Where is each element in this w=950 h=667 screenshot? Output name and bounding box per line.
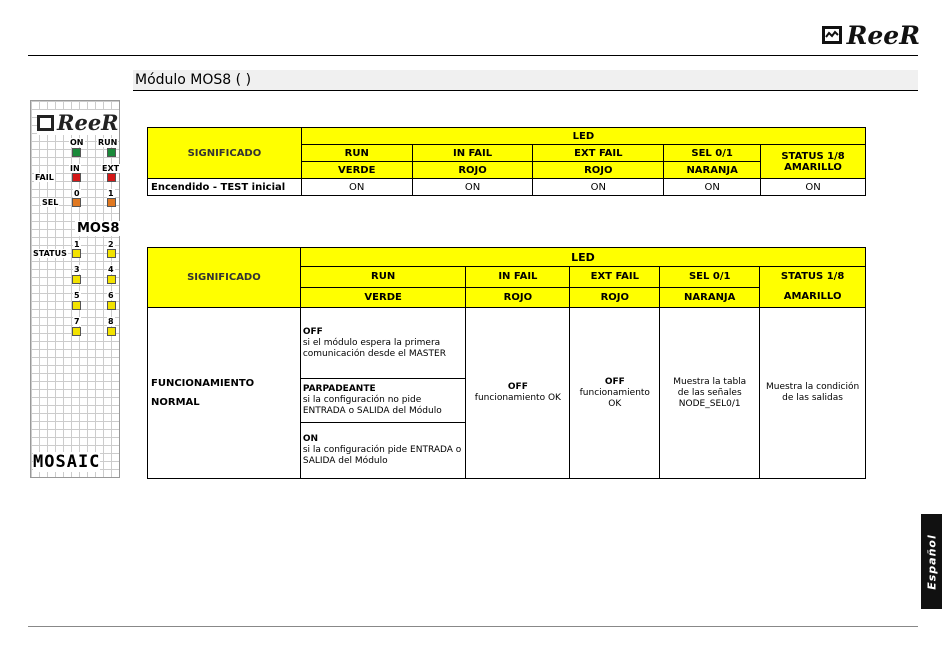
label-status-3: 3 [74,265,80,274]
cell-status: ON [761,179,866,196]
ext-fail-desc: funcionamiento OK [579,387,650,409]
significado-header: SIGNIFICADO [148,128,302,179]
label-status-8: 8 [108,317,114,326]
label-sel0: 0 [74,189,80,198]
module-model: MOS8 [77,221,120,236]
in-fail-desc: funcionamiento OK [474,393,561,403]
led-run [107,148,116,157]
cell-run: ON [301,179,412,196]
module-logo-icon [37,115,54,131]
language-tab-label: Español [925,533,938,590]
led-status-3 [72,275,81,284]
label-status-2: 2 [108,240,114,249]
col-sel: SEL 0/1 [660,267,760,288]
led-sel0 [72,198,81,207]
label-run: RUN [98,138,118,147]
color-ext-fail: ROJO [570,287,660,308]
row-label-line-1: FUNCIONAMIENTO [151,378,255,389]
cell-ext-fail [570,308,660,479]
label-status-6: 6 [108,291,114,300]
label-status: STATUS [33,249,67,258]
col-ext-fail: EXT FAIL [570,267,660,288]
row-label-line-2: NORMAL [151,397,200,408]
language-tab [921,514,942,609]
led-table-normal [147,247,866,479]
color-in-fail: ROJO [466,287,570,308]
col-run: RUN [301,145,412,162]
led-status-8 [107,327,116,336]
led-status-2 [107,249,116,258]
footer-rule [28,626,918,627]
color-run: VERDE [300,287,466,308]
cell-sel: ON [664,179,761,196]
brand-name: ReeR [846,20,920,50]
col-in-fail: IN FAIL [412,145,533,162]
label-status-7: 7 [74,317,80,326]
brand-icon [822,26,842,44]
run-state-off-desc: si el módulo espera la primera comunicación desde el MASTER [302,337,446,359]
run-state-blink-desc: si la configuración no pide ENTRADA o SALIDA del Módulo [302,395,442,416]
run-state-on [300,423,466,479]
col-status-color: AMARILLO [784,161,842,173]
color-run: VERDE [301,162,412,179]
module-logo-text: ReeR [57,110,119,135]
module-footer-logo: MOSAIC [33,452,101,472]
label-ext: EXT [102,164,120,173]
module-diagram [30,100,120,478]
run-state-blink-label: PARPADEANTE [302,384,376,394]
run-state-off-label: OFF [302,326,323,337]
col-status-color: AMARILLO [783,291,842,302]
run-state-blink [300,379,466,423]
col-ext-fail: EXT FAIL [533,145,664,162]
col-status [761,145,866,179]
run-state-off [300,308,466,379]
col-status [760,267,866,308]
led-ext-fail [107,173,116,182]
label-on: ON [70,138,84,147]
color-in-fail: ROJO [412,162,533,179]
col-sel: SEL 0/1 [664,145,761,162]
label-in: IN [70,164,80,173]
significado-header: SIGNIFICADO [148,248,301,308]
led-status-4 [107,275,116,284]
cell-in-fail: ON [412,179,533,196]
cell-status: Muestra la condición de las salidas [760,308,866,479]
led-header: LED [301,128,865,145]
col-run: RUN [300,267,466,288]
row-label [148,308,301,479]
ext-fail-state: OFF [604,376,625,387]
led-header: LED [300,248,865,267]
label-status-5: 5 [74,291,80,300]
run-state-on-label: ON [302,434,318,444]
label-sel: SEL [42,198,59,207]
col-in-fail: IN FAIL [466,267,570,288]
color-sel: NARANJA [660,287,760,308]
led-status-7 [72,327,81,336]
cell-in-fail [466,308,570,479]
led-status-6 [107,301,116,310]
label-fail: FAIL [35,173,54,182]
col-status-label: STATUS 1/8 [780,271,845,282]
color-sel: NARANJA [664,162,761,179]
label-status-4: 4 [108,265,114,274]
header-rule [28,55,918,56]
led-table-initial [147,127,866,196]
col-status-label: STATUS 1/8 [781,150,845,162]
label-status-1: 1 [74,240,80,249]
color-ext-fail: ROJO [533,162,664,179]
section-title: Módulo MOS8 ( ) [133,70,918,91]
cell-ext-fail: ON [533,179,664,196]
run-state-on-desc: si la configuración pide ENTRADA o SALIDA del Módulo [302,445,462,466]
in-fail-state: OFF [507,382,528,392]
led-sel1 [107,198,116,207]
led-on [72,148,81,157]
led-status-5 [72,301,81,310]
led-in-fail [72,173,81,182]
cell-sel: Muestra la tabla de las señales NODE_SEL0/1 [660,308,760,479]
module-logo [37,110,119,135]
label-sel1: 1 [108,189,114,198]
row-label: Encendido - TEST inicial [148,179,302,196]
led-status-1 [72,249,81,258]
brand-logo [822,20,920,50]
